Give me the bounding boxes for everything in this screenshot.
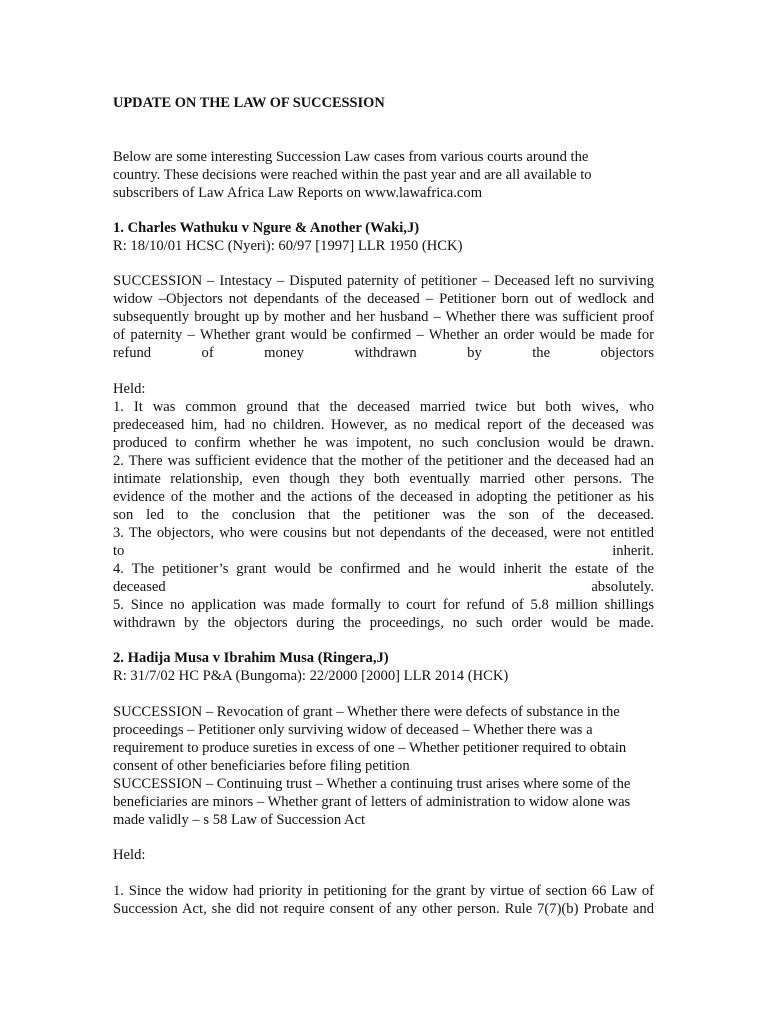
text-line: 1. Since the widow had priority in petitioning for the grant by virtue of section 66 Law of [113, 883, 654, 899]
case2-held-list [113, 882, 654, 918]
text-line: made validly – s 58 Law of Succession Act [113, 812, 366, 828]
text-line: requirement to produce sureties in excess of one – Whether petitioner required to obtain [113, 740, 627, 756]
text-line: refund of money withdrawn by the objectors [113, 345, 654, 361]
case2-held-label: Held: [113, 847, 146, 863]
text-line: 5. Since no application was made formally to court for refund of 5.8 million shillings [113, 597, 654, 613]
case1-heading: 1. Charles Wathuku v Ngure & Another (Waki,J) [113, 220, 420, 236]
text-line: withdrawn by the objectors during the proceedings, no such order would be made. [113, 615, 654, 631]
text-line: subscribers of Law Africa Law Reports on www.lawafrica.com [113, 185, 483, 201]
case2-citation: R: 31/7/02 HC P&A (Bungoma): 22/2000 [2000] LLR 2014 (HCK) [113, 668, 509, 684]
text-line: 3. The objectors, who were cousins but not dependants of the deceased, were not entitled [113, 525, 654, 541]
text-line: beneficiaries are minors – Whether grant of letters of administration to widow alone was [113, 794, 631, 810]
text-line: 1. It was common ground that the deceased married twice but both wives, who [113, 399, 654, 415]
text-line: son led to the conclusion that the petitioner was the son of the deceased. [113, 507, 654, 523]
case1-held-list [113, 398, 654, 632]
text-word: absolutely. [591, 579, 654, 595]
text-line: Below are some interesting Succession Law cases from various courts around the [113, 149, 589, 165]
document-title: UPDATE ON THE LAW OF SUCCESSION [113, 95, 385, 111]
text-line: predeceased him, had no children. However, as no medical report of the deceased was [113, 417, 654, 433]
text-word: inherit. [612, 543, 654, 559]
text-line: consent of other beneficiaries before filing petition [113, 758, 410, 774]
intro-paragraph [113, 148, 654, 202]
text-line: 2. There was sufficient evidence that the mother of the petitioner and the deceased had an [113, 453, 654, 469]
case1-summary [113, 272, 654, 362]
text-line: SUCCESSION – Intestacy – Disputed paternity of petitioner – Deceased left no surviving [113, 273, 654, 289]
text-line: Succession Act, she did not require consent of any other person. Rule 7(7)(b) Probate and [113, 901, 654, 917]
text-line: widow –Objectors not dependants of the deceased – Petitioner born out of wedlock and [113, 291, 654, 307]
text-line: intimate relationship, even though they both eventually married other persons. The [113, 471, 654, 487]
spread-line [113, 578, 654, 596]
text-line: SUCCESSION – Revocation of grant – Whether there were defects of substance in the [113, 704, 620, 720]
text-line: evidence of the mother and the actions of the deceased in adopting the petitioner as his [113, 489, 654, 505]
text-word: deceased [113, 579, 166, 595]
case1-held-label: Held: [113, 381, 146, 397]
text-line: 4. The petitioner’s grant would be confirmed and he would inherit the estate of the [113, 561, 654, 577]
text-line: of paternity – Whether grant would be confirmed – Whether an order would be made for [113, 327, 654, 343]
case1-citation: R: 18/10/01 HCSC (Nyeri): 60/97 [1997] LLR 1950 (HCK) [113, 238, 463, 254]
text-line: produced to confirm whether he was impotent, no such conclusion would be drawn. [113, 435, 654, 451]
case2-heading: 2. Hadija Musa v Ibrahim Musa (Ringera,J) [113, 650, 389, 666]
spread-line [113, 542, 654, 560]
text-word: to [113, 543, 125, 559]
text-line: proceedings – Petitioner only surviving widow of deceased – Whether there was a [113, 722, 593, 738]
text-line: SUCCESSION – Continuing trust – Whether a continuing trust arises where some of the [113, 776, 631, 792]
text-line: subsequently brought up by mother and her husband – Whether there was sufficient proof [113, 309, 654, 325]
text-line: country. These decisions were reached within the past year and are all available to [113, 167, 592, 183]
case2-summary [113, 703, 654, 829]
